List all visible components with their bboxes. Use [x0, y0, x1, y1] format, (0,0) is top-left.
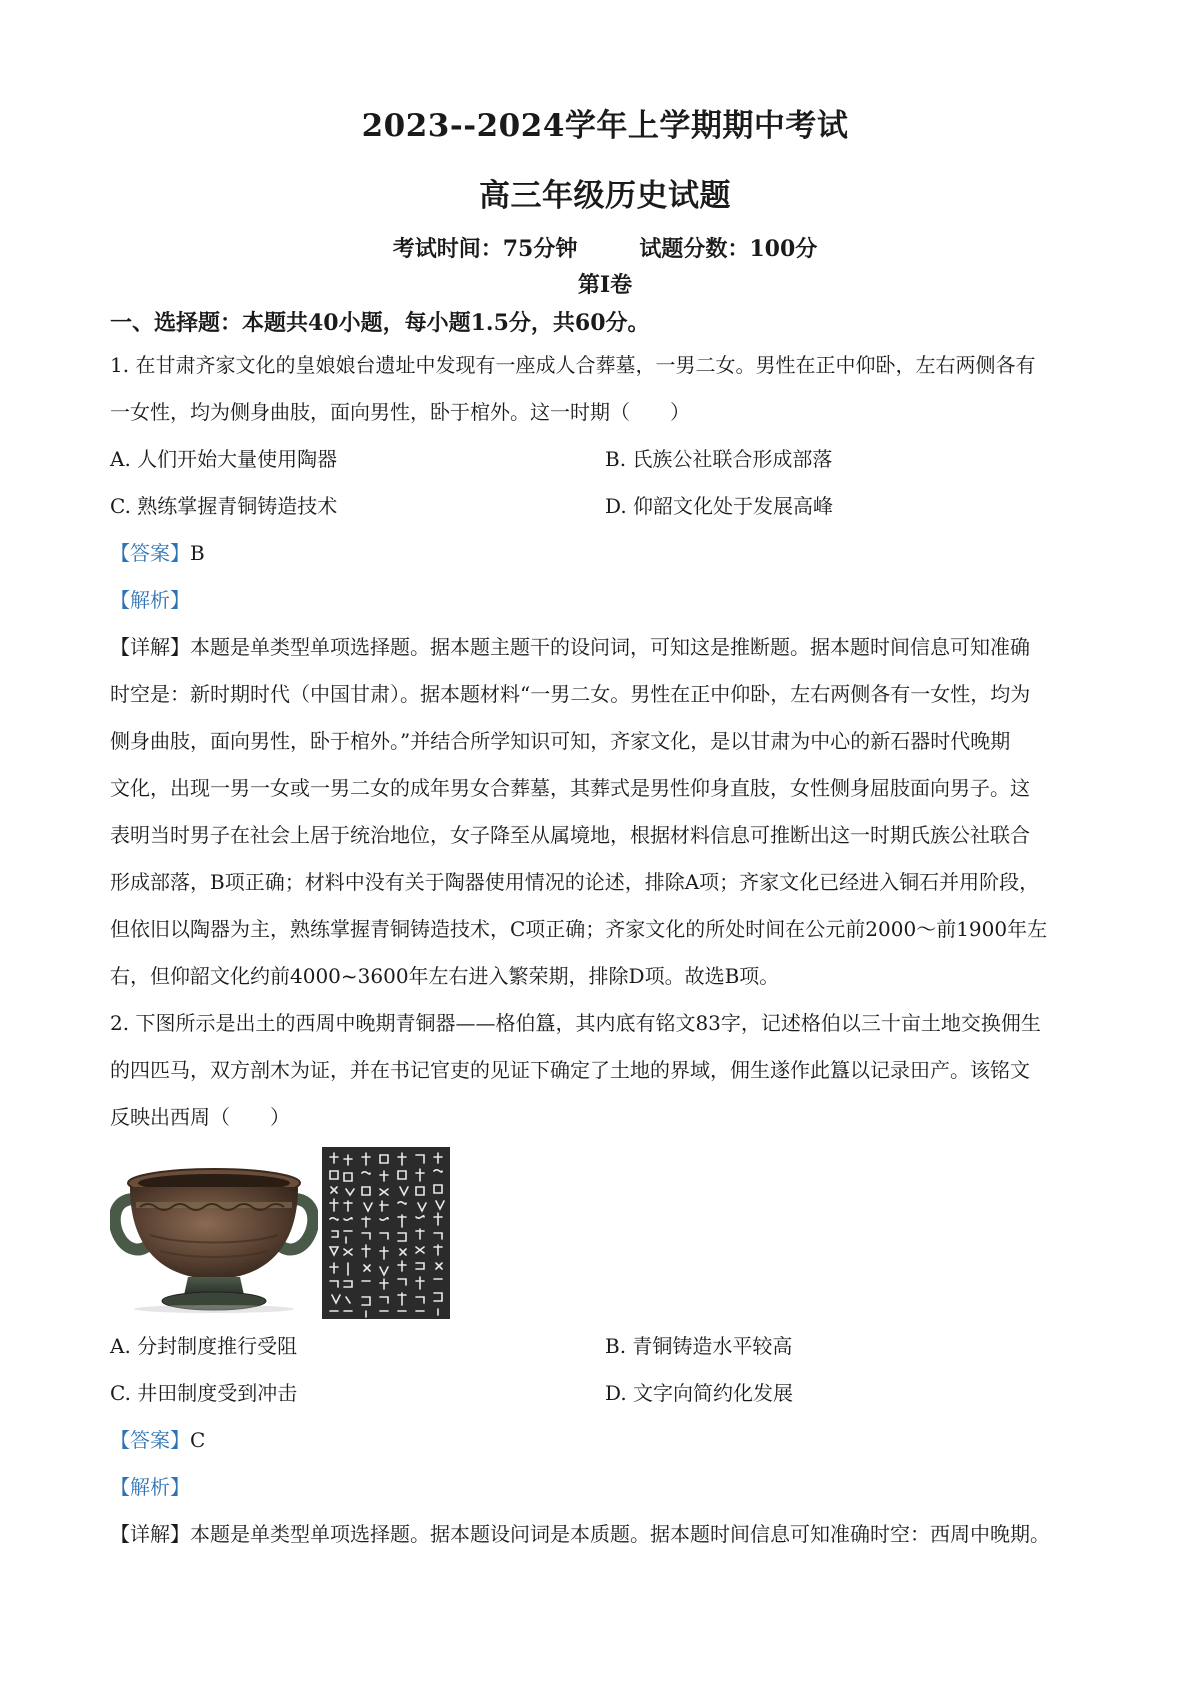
option-c: C. 井田制度受到冲击 [110, 1381, 298, 1405]
exam-title: 2023--2024学年上学期期中考试 [361, 108, 849, 144]
option-d: D. 文字向简约化发展 [605, 1381, 794, 1405]
question-1-options-row [110, 436, 1100, 483]
detail-line: 但依旧以陶器为主，熟练掌握青铜铸造技术，C项正确；齐家文化的所处时间在公元前2000～前1900年左 [110, 917, 1048, 941]
exam-score: 试题分数：100分 [639, 236, 818, 262]
bronze-gui-vessel-image [110, 1155, 318, 1315]
detail-line: 【详解】本题是单类型单项选择题。据本题设问词是本质题。据本题时间信息可知准确时空：西周中晚期。 [110, 1522, 1050, 1546]
analysis-tag: 【解析】 [110, 1475, 190, 1499]
detail-line: 侧身曲肢，面向男性，卧于棺外。”并结合所学知识可知，齐家文化，是以甘肃为中心的新石器时代晚期 [110, 729, 1011, 753]
option-b: B. 氏族公社联合形成部落 [605, 447, 833, 471]
detail-line: 文化，出现一男一女或一男二女的成年男女合葬墓，其葬式是男性仰身直肢，女性侧身屈肢面向男子。这 [110, 776, 1030, 800]
question-2 [110, 1000, 1100, 1558]
question-2-figure [110, 1147, 1100, 1319]
answer-line [110, 530, 1100, 577]
answer-value: C [190, 1428, 206, 1452]
option-a: A. 人们开始大量使用陶器 [110, 447, 338, 471]
question-1-options-row [110, 483, 1100, 530]
exam-page [110, 100, 1100, 1558]
question-2-stem-line: 的四匹马，双方剖木为证，并在书记官吏的见证下确定了土地的界域，佣生遂作此簋以记录田产。该铭文 [110, 1058, 1030, 1082]
question-2-options-row [110, 1370, 1100, 1417]
question-2-stem-line: 反映出西周（ ） [110, 1105, 290, 1129]
question-2-stem-line: 2. 下图所示是出土的西周中晚期青铜器——格伯簋，其内底有铭文83字，记述格伯以三十亩土地交换佣生 [110, 1011, 1041, 1035]
answer-tag: 【答案】 [110, 541, 190, 565]
exam-info [110, 232, 1100, 266]
detail-line: 形成部落，B项正确；材料中没有关于陶器使用情况的论述，排除A项；齐家文化已经进入铜石并用阶段， [110, 870, 1040, 894]
answer-line [110, 1417, 1100, 1464]
detail-line: 【详解】本题是单类型单项选择题。据本题主题干的设问词，可知这是推断题。据本题时间信息可知准确 [110, 635, 1030, 659]
option-c: C. 熟练掌握青铜铸造技术 [110, 494, 338, 518]
question-2-options-row [110, 1323, 1100, 1370]
answer-tag: 【答案】 [110, 1428, 190, 1452]
detail-line: 时空是：新时期时代（中国甘肃）。据本题材料“一男二女。男性在正中仰卧，左右两侧各有一女性，均为 [110, 682, 1031, 706]
option-d: D. 仰韶文化处于发展高峰 [605, 494, 834, 518]
question-1 [110, 342, 1100, 1000]
question-1-stem-line: 一女性，均为侧身曲肢，面向男性，卧于棺外。这一时期（ ） [110, 400, 690, 424]
answer-value: B [190, 541, 205, 565]
option-a: A. 分封制度推行受阻 [110, 1334, 298, 1358]
exam-subtitle: 高三年级历史试题 [479, 178, 731, 214]
question-1-stem-line: 1. 在甘肃齐家文化的皇娘娘台遗址中发现有一座成人合葬墓，一男二女。男性在正中仰卧，左右两侧各有 [110, 353, 1036, 377]
section-heading: 一、选择题：本题共40小题，每小题1.5分，共60分。 [110, 310, 650, 336]
detail-line: 表明当时男子在社会上居于统治地位，女子降至从属境地，根据材料信息可推断出这一时期氏族公社联合 [110, 823, 1030, 847]
detail-line: 右，但仰韶文化约前4000~3600年左右进入繁荣期，排除D项。故选B项。 [110, 964, 780, 988]
bronze-inscription-rubbing-image [322, 1147, 450, 1319]
analysis-tag: 【解析】 [110, 588, 190, 612]
option-b: B. 青铜铸造水平较高 [605, 1334, 793, 1358]
volume-heading: 第Ⅰ卷 [577, 272, 633, 298]
exam-time: 考试时间：75分钟 [392, 236, 578, 262]
